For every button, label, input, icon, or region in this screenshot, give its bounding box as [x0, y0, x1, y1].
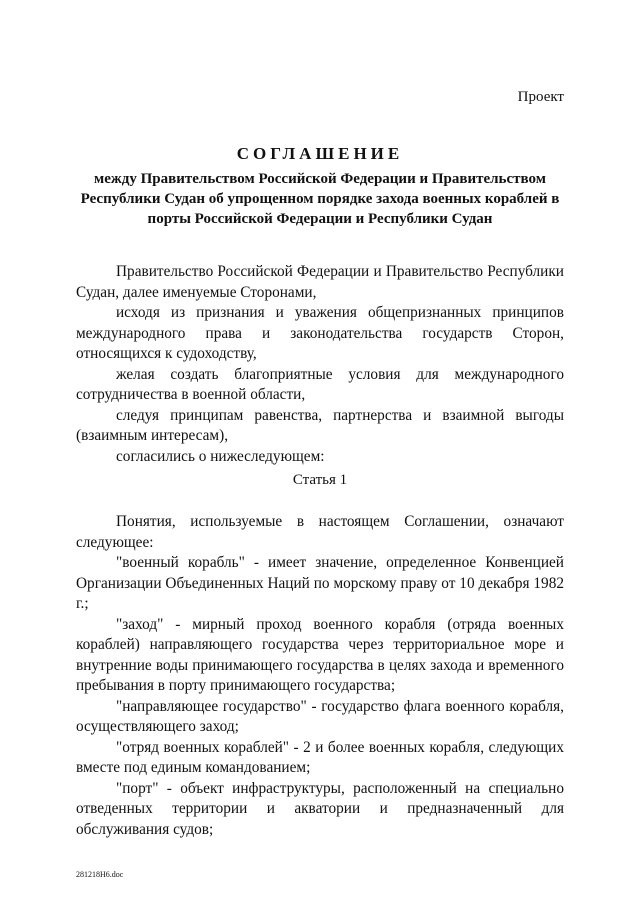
preamble-paragraph: согласились о нижеследующем:	[116, 447, 325, 465]
preamble-paragraph: желая создать благоприятные условия для международного сотрудничества в военной области,	[76, 365, 564, 403]
definition-paragraph: "заход" - мирный проход военного корабля (отряда военных кораблей) направляющего государства через территориальное море и внутренние воды принимающего государства в целях захода и временного пребывания в порту принимающего государства;	[76, 615, 564, 694]
article-1-body	[76, 512, 564, 840]
article-heading: Статья 1	[292, 472, 348, 488]
definition-paragraph: "порт" - объект инфраструктуры, расположенный на специально отведенных территории и акватории и предназначенный для обслуживания судов;	[76, 779, 564, 838]
definition-paragraph: "отряд военных кораблей" - 2 и более военных корабля, следующих вместе под единым командованием;	[76, 738, 564, 776]
preamble-paragraph: Правительство Российской Федерации и Правительство Республики Судан, далее именуемые Сторонами,	[76, 263, 564, 301]
article-paragraph: Понятия, используемые в настоящем Соглашении, означают следующее:	[76, 513, 564, 551]
document-subtitle: между Правительством Российской Федерации и Правительством Республики Судан об упрощенном порядке захода военных кораблей в порты Российской Федерации и Республики Судан	[80, 171, 560, 227]
footer-file-name: 281218H6.doc	[76, 870, 124, 879]
draft-label: Проект	[517, 89, 564, 105]
definition-paragraph: "военный корабль" - имеет значение, определенное Конвенцией Организации Объединенных Наций по морскому праву от 10 декабря 1982 г.;	[76, 554, 564, 612]
preamble	[76, 262, 564, 467]
preamble-paragraph: исходя из признания и уважения общепризнанных принципов международного права и законодательства государств Сторон, относящихся к судоходству,	[76, 304, 564, 362]
document-title: СОГЛАШЕНИЕ	[236, 144, 404, 163]
preamble-paragraph: следуя принципам равенства, партнерства и взаимной выгоды (взаимным интересам),	[76, 406, 564, 444]
definition-paragraph: "направляющее государство" - государство флага военного корабля, осуществляющего заход;	[76, 697, 564, 735]
